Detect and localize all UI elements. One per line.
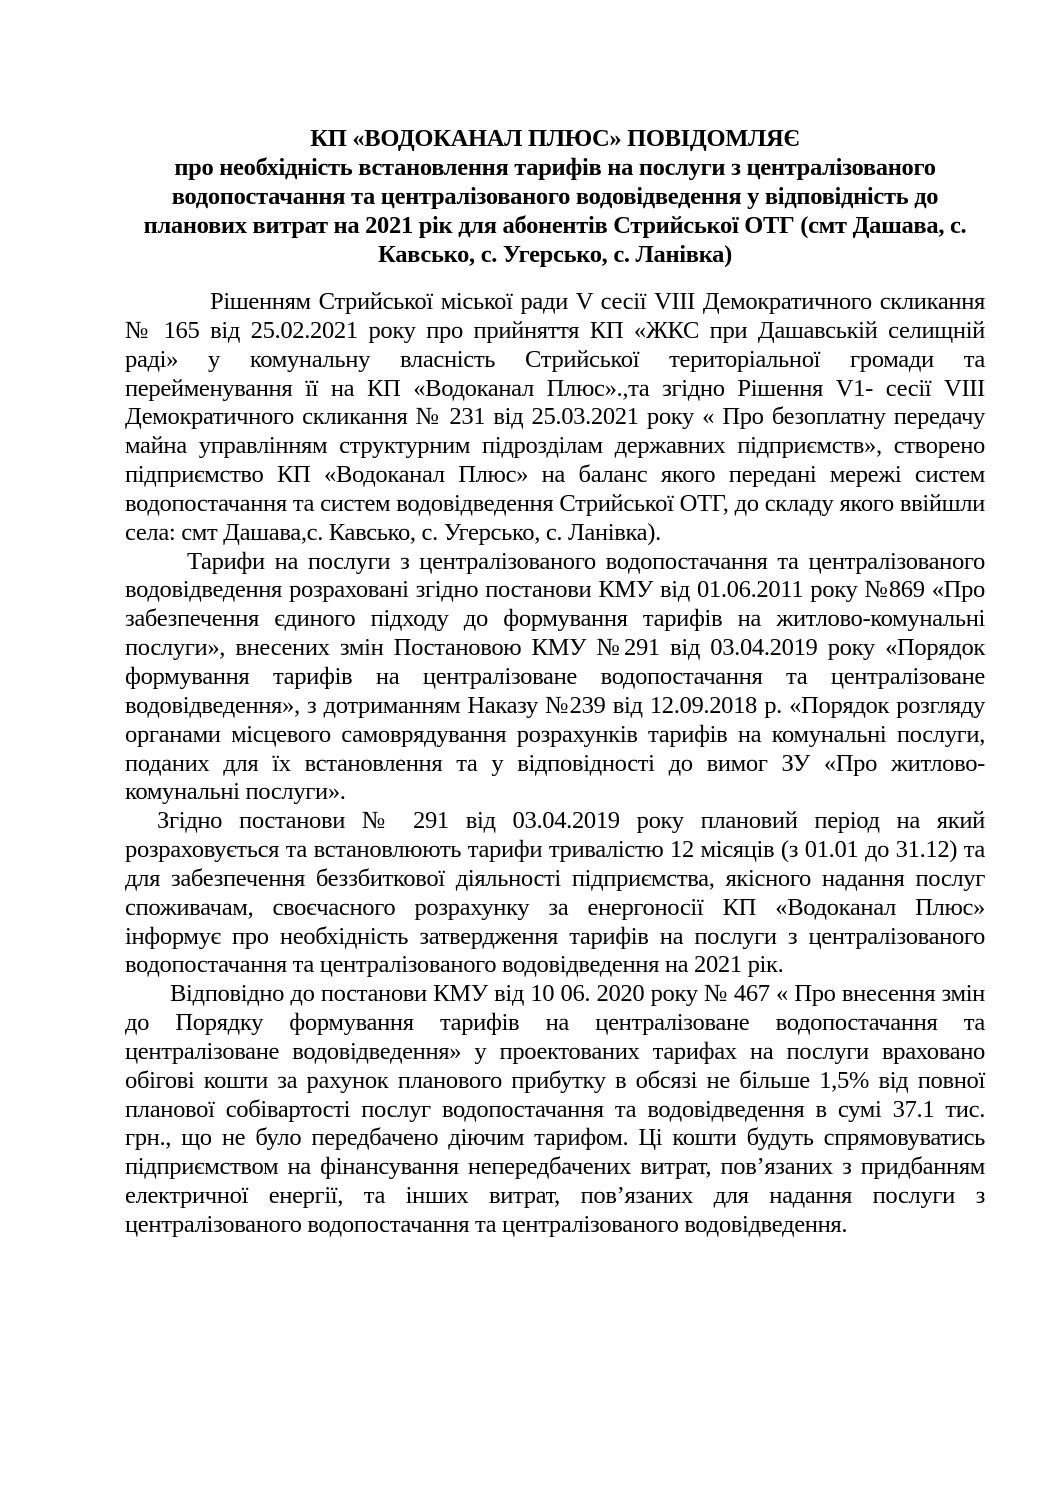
paragraph-city-council-decision: Рішенням Стрийської міської ради V сесії VIII Демократичного скликання № 165 від 25.02.2021 року про прийняття КП «ЖКС при Дашавській селищній раді» у комунальну власність Стрийської територіальної громади та перейменування її на КП «Водоканал Плюс».,та згідно Рішення V1- сесії VIII Демократичного скликання № 231 від 25.03.2021 року « Про безоплатну передачу майна управлінням структурним підрозділам державних підприємств», створено підприємство КП «Водоканал Плюс» на баланс якого передані мережі систем водопостачання та систем водовідведення Стрийської ОТГ, до складу якого ввійшли села: смт Дашава,с. Кавсько, с. Угерсько, с. Ланівка).: [125, 288, 985, 546]
paragraph-working-capital: Відповідно до постанови КМУ від 10 06. 2020 року № 467 « Про внесення змін до Порядку формування тарифів на централізоване водопостачання та централізоване водовідведення» у проектованих тарифах на послуги враховано обігові кошти за рахунок планового прибутку в обсязі не більше 1,5% від повної планової собівартості послуг водопостачання та водовідведення в сумі 37.1 тис. грн., що не було передбачено діючим тарифом. Ці кошти будуть спрямовуватись підприємством на фінансування непередбачених витрат, пов’язаних з придбанням електричної енергії, та інших витрат, пов’язаних для надання послуги з централізованого водопостачання та централізованого водовідведення.: [125, 980, 985, 1238]
document-page: [125, 124, 985, 1240]
paragraph-planning-period: Згідно постанови № 291 від 03.04.2019 року плановий період на який розраховується та встановлюють тарифи тривалістю 12 місяців (з 01.01 до 31.12) та для забезпечення беззбиткової діяльності підприємства, якісного надання послуг споживачам, своєчасного розрахунку за енергоносії КП «Водоканал Плюс» інформує про необхідність затвердження тарифів на послуги з централізованого водопостачання та централізованого водовідведення на 2021 рік.: [125, 807, 985, 979]
document-subtitle: про необхідність встановлення тарифів на послуги з централізованого водопостачання та централізованого водовідведення у відповідність до планових витрат на 2021 рік для абонентів Стрийської ОТГ (смт Дашава, с. Кавсько, с. Угерсько, с. Ланівка): [143, 154, 967, 268]
announcement-header: [125, 124, 985, 269]
document-body: [125, 288, 985, 1240]
document-title: КП «ВОДОКАНАЛ ПЛЮС» ПОВІДОМЛЯЄ: [310, 125, 800, 152]
paragraph-tariff-calculation-basis: Тарифи на послуги з централізованого водопостачання та централізованого водовідведення розраховані згідно постанови КМУ від 01.06.2011 року №869 «Про забезпечення єдиного підходу до формування тарифів на житлово-комунальні послуги», внесених змін Постановою КМУ №291 від 03.04.2019 року «Порядок формування тарифів на централізоване водопостачання та централізоване водовідведення», з дотриманням Наказу №239 від 12.09.2018 р. «Порядок розгляду органами місцевого самоврядування розрахунків тарифів на комунальні послуги, поданих для їх встановлення та у відповідності до вимог ЗУ «Про житлово-комунальні послуги».: [125, 547, 985, 806]
